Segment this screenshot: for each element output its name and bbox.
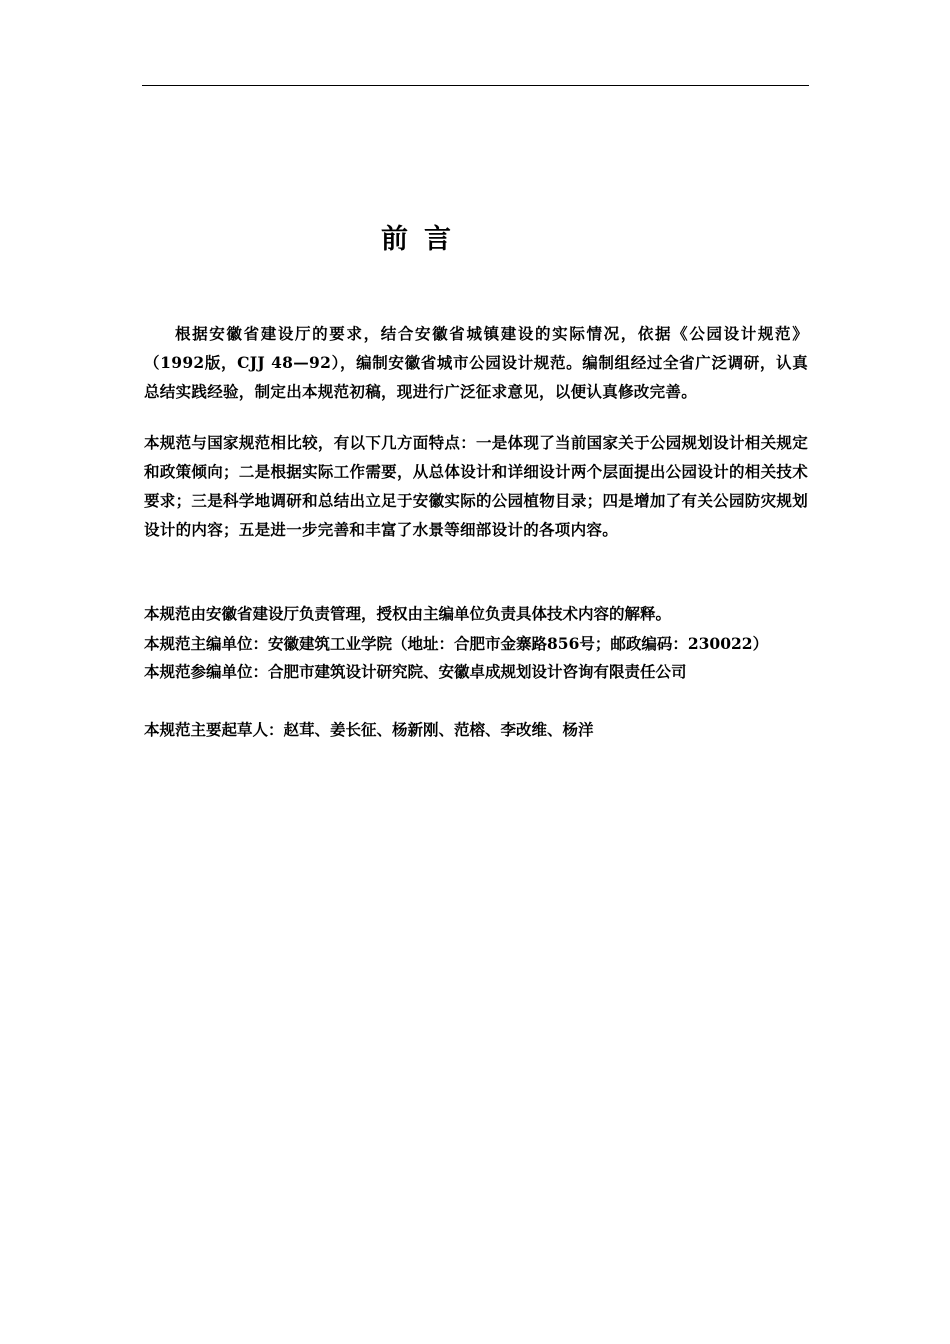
participants-line: 本规范参编单位：合肥市建筑设计研究院、安徽卓成规划设计咨询有限责任公司 xyxy=(144,662,687,681)
chief-editor-line: 本规范主编单位：安徽建筑工业学院（地址：合肥市金寨路856号；邮政编码：230022） xyxy=(144,634,769,653)
intro-paragraph: 根据安徽省建设厅的要求，结合安徽省城镇建设的实际情况，依据《公园设计规范》（1992版，CJJ 48—92），编制安徽省城市公园设计规范。编制组经过全省广泛调研，认真总结实践经验，制定出本规范初稿，现进行广泛征求意见，以便认真修改完善。 xyxy=(144,324,808,401)
features-paragraph: 本规范与国家规范相比较，有以下几方面特点：一是体现了当前国家关于公园规划设计相关规定和政策倾向；二是根据实际工作需要，从总体设计和详细设计两个层面提出公园设计的相关技术要求；三是科学地调研和总结出立足于安徽实际的公园植物目录；四是增加了有关公园防灾规划设计的内容；五是进一步完善和丰富了水景等细部设计的各项内容。 xyxy=(144,433,808,539)
header-rule xyxy=(142,85,809,86)
page-title: 前言 xyxy=(381,224,467,255)
drafters-line: 本规范主要起草人：赵茸、姜长征、杨新刚、范榕、李改维、杨洋 xyxy=(144,720,594,739)
management-line: 本规范由安徽省建设厅负责管理，授权由主编单位负责具体技术内容的解释。 xyxy=(144,604,672,623)
